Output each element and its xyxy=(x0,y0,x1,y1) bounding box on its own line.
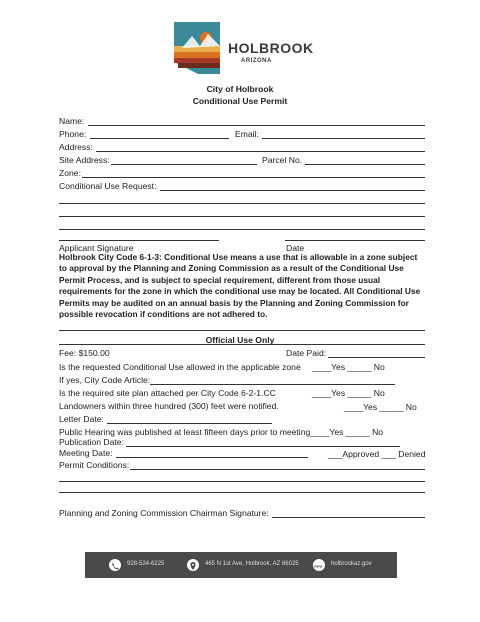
city-code-text: Holbrook City Code 6-1-3: Conditional Use means a use that is allowable in a zone subject to approval by the Planning and Zoning Commission as a result of the Conditional Use Permit Process, and is subject to special requirement, different from those usual requirements for the zone in which the conditional use may be located. All Conditional Use Permits may be audited on an annual basis by the Planning and Zoning Commission for possible revocation if conditions are not adhered to. xyxy=(59,252,421,320)
publication-date-field[interactable] xyxy=(126,446,400,447)
q1-label: Is the requested Conditional Use allowed in the applicable zone xyxy=(59,362,301,372)
letter-date-field[interactable] xyxy=(107,423,272,424)
article-field[interactable] xyxy=(150,384,395,385)
email-label: Email: xyxy=(235,129,259,139)
parcel-field[interactable] xyxy=(305,164,425,165)
holbrook-logo xyxy=(168,16,318,82)
zone-field[interactable] xyxy=(82,177,425,178)
meeting-date-field[interactable] xyxy=(116,457,308,458)
date-line[interactable] xyxy=(285,240,425,241)
logo-state: ARIZONA xyxy=(241,58,272,64)
address-label: Address: xyxy=(59,142,93,152)
date-paid-field[interactable] xyxy=(328,357,425,358)
footer-bar xyxy=(85,552,397,578)
q3-label: Landowners within three hundred (300) feet were notified. xyxy=(59,401,279,411)
fee-label: Fee: $150.00 xyxy=(59,348,110,358)
footer-address: 465 N 1st Ave, Holbrook, AZ 86025 xyxy=(205,561,299,567)
divider xyxy=(59,330,425,331)
q4-label: Public Hearing was published at least fifteen days prior to meeting____Yes _____ No xyxy=(59,427,384,437)
chairman-signature-field[interactable] xyxy=(272,517,425,518)
permit-conditions-line-3[interactable] xyxy=(59,492,425,493)
article-label: If yes, City Code Article: xyxy=(59,375,151,385)
location-pin-icon xyxy=(187,559,199,571)
city-title: City of Holbrook xyxy=(206,84,274,94)
permit-conditions-field[interactable] xyxy=(130,469,425,470)
request-line-3[interactable] xyxy=(59,216,425,217)
official-underline xyxy=(59,344,425,345)
official-title: Official Use Only xyxy=(205,335,275,345)
permit-conditions-label: Permit Conditions: xyxy=(59,460,130,470)
zone-label: Zone: xyxy=(59,168,81,178)
date-label: Date xyxy=(286,243,305,253)
form-title: Conditional Use Permit xyxy=(192,96,288,106)
chairman-signature-label: Planning and Zoning Commission Chairman Signature: xyxy=(59,508,269,518)
footer-website[interactable]: holbrookaz.gov xyxy=(331,561,372,567)
phone-label: Phone: xyxy=(59,129,87,139)
publication-date-label: Publication Date: xyxy=(59,437,124,447)
letter-date-label: Letter Date: xyxy=(59,414,104,424)
name-field[interactable] xyxy=(88,125,425,126)
www-globe-icon xyxy=(313,559,325,571)
svg-text:www: www xyxy=(314,564,323,569)
q2-yes-no[interactable]: ____Yes _____ No xyxy=(312,388,385,398)
applicant-signature-label: Applicant Signature xyxy=(59,243,134,253)
request-line-4[interactable] xyxy=(59,229,425,230)
approved-denied[interactable]: ___Approved ___ Denied xyxy=(328,449,426,459)
request-field[interactable] xyxy=(160,190,425,191)
address-field[interactable] xyxy=(96,151,425,152)
applicant-signature-line[interactable] xyxy=(59,240,219,241)
q1-yes-no[interactable]: ____Yes _____ No xyxy=(312,362,385,372)
footer-phone: 928-524-6225 xyxy=(127,561,165,567)
site-address-field[interactable] xyxy=(111,164,257,165)
request-label: Conditional Use Request: xyxy=(59,181,157,191)
q2-label: Is the required site plan attached per City Code 6-2-1.CC xyxy=(59,388,276,398)
meeting-date-label: Meeting Date: xyxy=(59,448,113,458)
name-label: Name: xyxy=(59,116,85,126)
site-address-label: Site Address: xyxy=(59,155,110,165)
phone-field[interactable] xyxy=(90,138,229,139)
logo-name: HOLBROOK xyxy=(228,40,314,56)
parcel-label: Parcel No. xyxy=(262,155,303,165)
permit-conditions-line-2[interactable] xyxy=(59,481,425,482)
q3-yes-no[interactable]: ____Yes _____ No xyxy=(344,402,417,412)
phone-icon xyxy=(109,559,121,571)
request-line-2[interactable] xyxy=(59,203,425,204)
email-field[interactable] xyxy=(262,138,425,139)
date-paid-label: Date Paid: xyxy=(286,348,327,358)
